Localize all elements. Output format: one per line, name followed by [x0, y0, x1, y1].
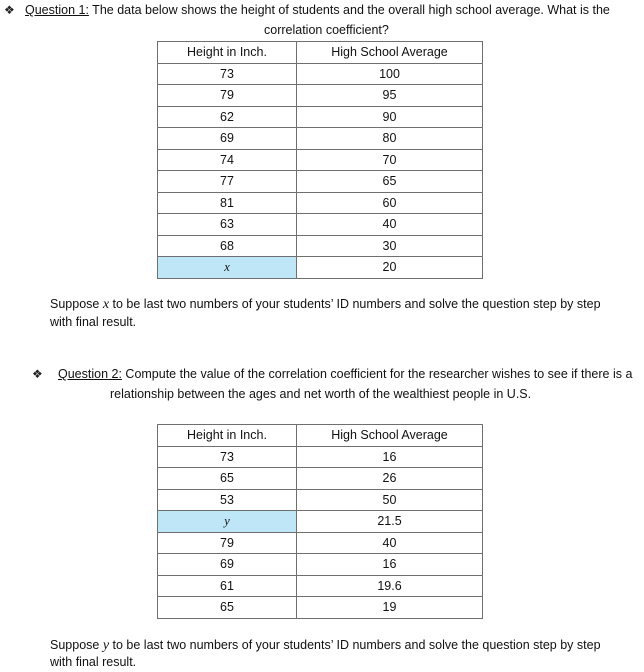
height-cell: 65 [158, 468, 297, 490]
height-cell: 62 [158, 106, 297, 128]
column-header: High School Average [297, 42, 483, 64]
table-row [158, 235, 483, 257]
height-cell: 81 [158, 192, 297, 214]
table-header-row [158, 42, 483, 64]
average-cell: 65 [297, 171, 483, 193]
height-cell: 73 [158, 446, 297, 468]
average-cell: 16 [297, 446, 483, 468]
table-row [158, 149, 483, 171]
average-cell: 70 [297, 149, 483, 171]
q2-instruction-post: to be last two numbers of your students’ ID numbers and solve the question step by step [109, 638, 601, 652]
q1-text-line1: The data below shows the height of students and the overall high school average. What is the [88, 3, 610, 17]
average-cell: 50 [297, 489, 483, 511]
height-cell: 61 [158, 575, 297, 597]
q2-text-line1: Compute the value of the correlation coefficient for the researcher wishes to see if there is a [121, 367, 633, 381]
q2-text-line2: relationship between the ages and net worth of the wealthiest people in U.S. [110, 387, 532, 401]
table-row [158, 532, 483, 554]
height-cell: 53 [158, 489, 297, 511]
average-cell: 16 [297, 554, 483, 576]
q1-instruction-post: to be last two numbers of your students’ ID numbers and solve the question step by step [109, 297, 601, 311]
height-cell: 79 [158, 532, 297, 554]
q2-instruction-var: y [102, 638, 110, 653]
q1-instruction-pre: Suppose [50, 297, 103, 311]
average-cell: 26 [297, 468, 483, 490]
q2-heading [58, 367, 632, 381]
table-row [158, 214, 483, 236]
height-cell: 74 [158, 149, 297, 171]
table-row [158, 128, 483, 150]
height-cell: 77 [158, 171, 297, 193]
average-cell: 30 [297, 235, 483, 257]
average-cell: 95 [297, 85, 483, 107]
average-cell: 90 [297, 106, 483, 128]
average-cell: 60 [297, 192, 483, 214]
average-cell: 40 [297, 532, 483, 554]
table-row [158, 171, 483, 193]
table-row [158, 511, 483, 533]
q2-data-table [157, 424, 483, 619]
height-cell: 69 [158, 554, 297, 576]
column-header: Height in Inch. [158, 425, 297, 447]
q2-instruction-line2: with final result. [50, 655, 137, 669]
q1-heading [25, 3, 610, 17]
q2-bullet-icon: ❖ [32, 367, 43, 381]
q1-bullet-icon: ❖ [4, 3, 15, 17]
average-cell: 40 [297, 214, 483, 236]
q1-instruction-var: x [102, 297, 110, 312]
q1-instruction-line2: with final result. [50, 315, 137, 329]
q2-label: Question 2: [58, 367, 122, 381]
table-row [158, 257, 483, 279]
table-row [158, 106, 483, 128]
table-row [158, 63, 483, 85]
table-row [158, 85, 483, 107]
q2-instruction [50, 638, 601, 654]
table-row [158, 575, 483, 597]
table-row [158, 554, 483, 576]
table-header-row [158, 425, 483, 447]
table-row [158, 597, 483, 619]
table-row [158, 192, 483, 214]
q1-label: Question 1: [25, 3, 89, 17]
average-cell: 19.6 [297, 575, 483, 597]
height-cell: 73 [158, 63, 297, 85]
height-cell: x [158, 257, 297, 279]
q1-data-table [157, 41, 483, 279]
column-header: Height in Inch. [158, 42, 297, 64]
height-cell: 79 [158, 85, 297, 107]
table-row [158, 468, 483, 490]
q1-instruction [50, 297, 601, 313]
height-cell: 65 [158, 597, 297, 619]
height-cell: y [158, 511, 297, 533]
average-cell: 100 [297, 63, 483, 85]
height-cell: 63 [158, 214, 297, 236]
average-cell: 80 [297, 128, 483, 150]
table-row [158, 489, 483, 511]
q2-instruction-pre: Suppose [50, 638, 103, 652]
q1-text-line2: correlation coefficient? [264, 23, 389, 37]
average-cell: 21.5 [297, 511, 483, 533]
average-cell: 19 [297, 597, 483, 619]
height-cell: 68 [158, 235, 297, 257]
column-header: High School Average [297, 425, 483, 447]
table-row [158, 446, 483, 468]
height-cell: 69 [158, 128, 297, 150]
average-cell: 20 [297, 257, 483, 279]
